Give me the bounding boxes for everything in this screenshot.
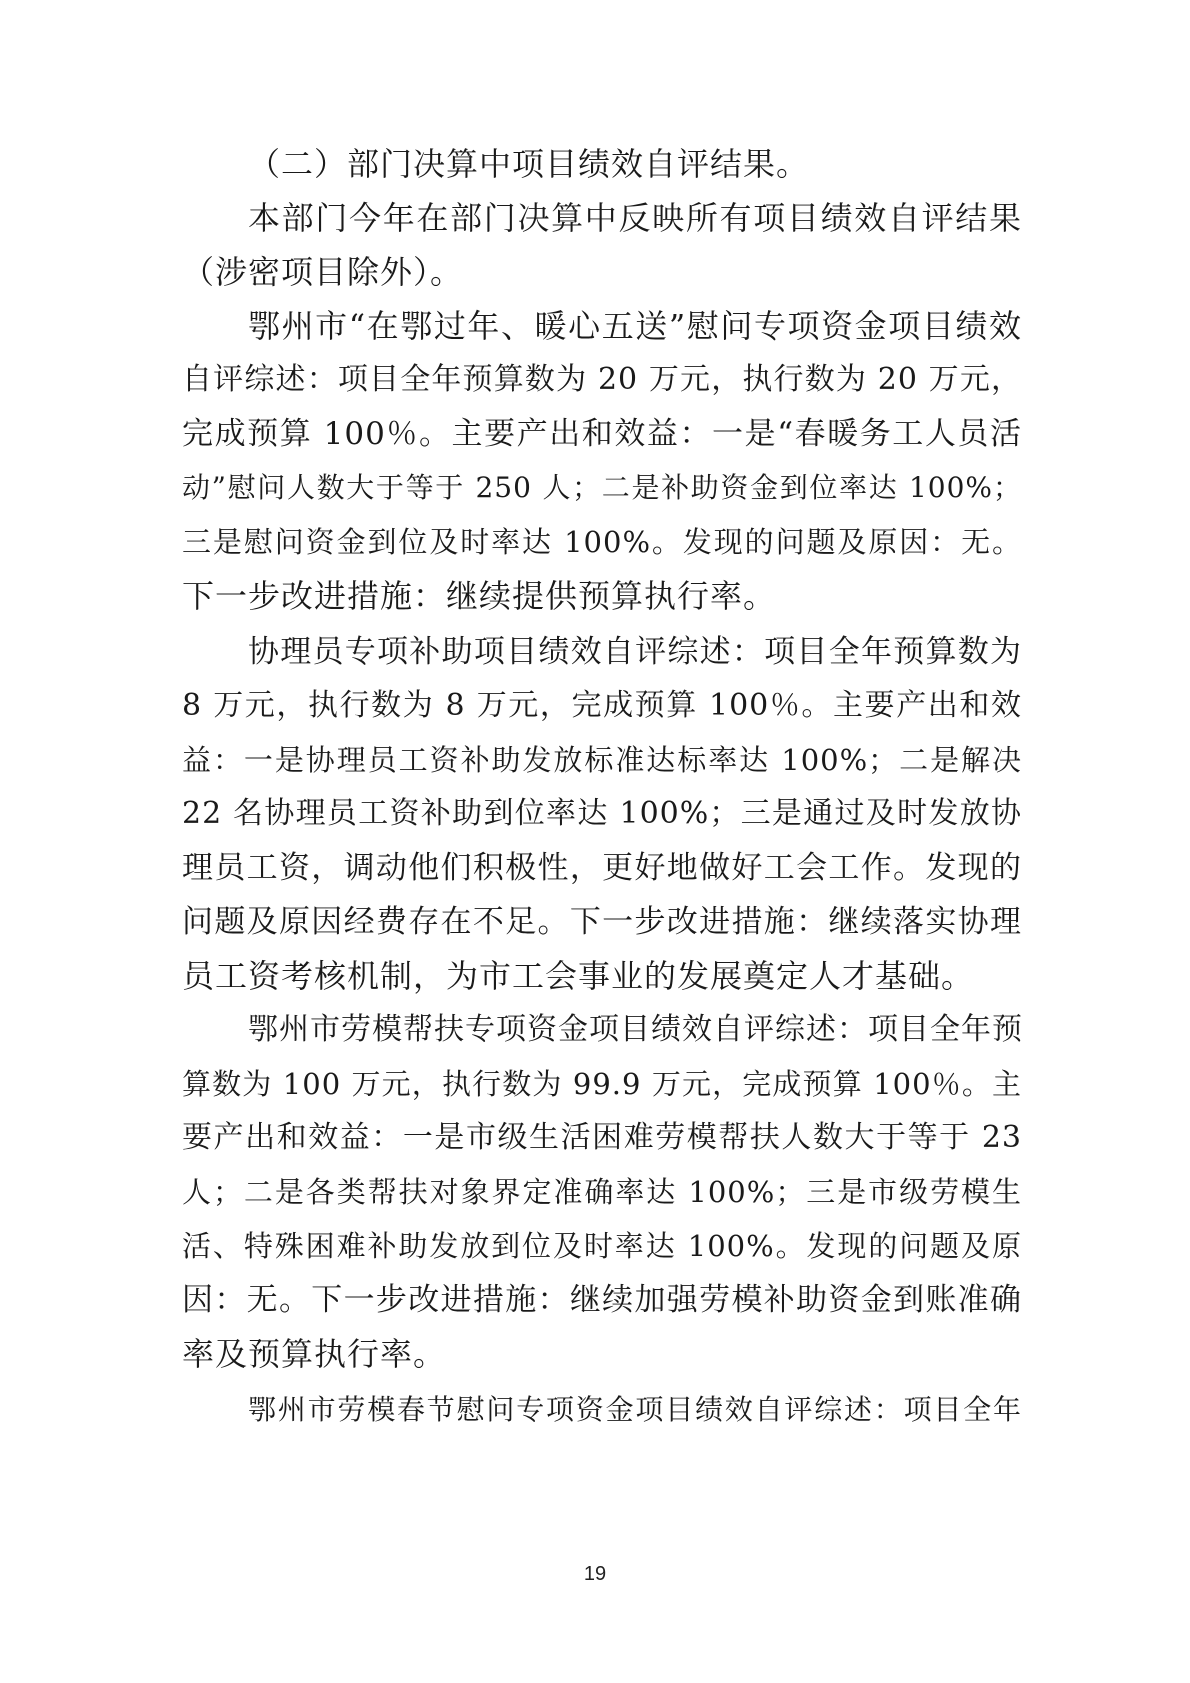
paragraph-line: 问题及原因经费存在不足。下一步改进措施：继续落实协理 [182, 904, 1022, 940]
paragraph-line: 自评综述：项目全年预算数为 20 万元，执行数为 20 万元， [182, 362, 1022, 397]
paragraph-line: 协理员专项补助项目绩效自评综述：项目全年预算数为 [248, 634, 1022, 670]
paragraph-line: 三是慰问资金到位及时率达 100%。发现的问题及原因：无。 [182, 525, 1022, 559]
paragraph-line: 鄂州市劳模春节慰问专项资金项目绩效自评综述：项目全年 [248, 1393, 1022, 1426]
paragraph-line: 下一步改进措施：继续提供预算执行率。 [182, 577, 777, 615]
page-number: 19 [583, 1563, 607, 1585]
paragraph-line: 理员工资，调动他们积极性，更好地做好工会工作。发现的 [182, 850, 1022, 886]
paragraph-line: 完成预算 100％。主要产出和效益：一是“春暖务工人员活 [182, 416, 1022, 452]
paragraph-line: 因：无。下一步改进措施：继续加强劳模补助资金到账准确 [182, 1282, 1022, 1318]
paragraph-line: 本部门今年在部门决算中反映所有项目绩效自评结果 [248, 199, 1022, 237]
section-heading: （二）部门决算中项目绩效自评结果。 [248, 145, 810, 183]
paragraph-line: 人；二是各类帮扶对象界定准确率达 100%；三是市级劳模生 [182, 1175, 1022, 1209]
paragraph-line: 动”慰问人数大于等于 250 人；二是补助资金到位率达 100%； [182, 471, 1022, 504]
paragraph-line: 22 名协理员工资补助到位率达 100%；三是通过及时发放协 [182, 796, 1022, 831]
paragraph-line: 活、特殊困难补助发放到位及时率达 100%。发现的问题及原 [182, 1229, 1022, 1263]
paragraph-line: 率及预算执行率。 [182, 1335, 447, 1373]
paragraph-line: （涉密项目除外）。 [182, 253, 464, 291]
paragraph-line: 算数为 100 万元，执行数为 99.9 万元，完成预算 100％。主 [182, 1067, 1022, 1101]
paragraph-line: 要产出和效益：一是市级生活困难劳模帮扶人数大于等于 23 [182, 1120, 1022, 1155]
paragraph-line: 鄂州市“在鄂过年、暖心五送”慰问专项资金项目绩效 [248, 307, 1022, 345]
paragraph-line: 8 万元，执行数为 8 万元，完成预算 100％。主要产出和效 [182, 688, 1022, 723]
paragraph-line: 鄂州市劳模帮扶专项资金项目绩效自评综述：项目全年预 [248, 1012, 1023, 1047]
paragraph-line: 益：一是协理员工资补助发放标准达标率达 100%；二是解决 [182, 743, 1022, 777]
paragraph-line: 员工资考核机制，为市工会事业的发展奠定人才基础。 [182, 957, 975, 995]
